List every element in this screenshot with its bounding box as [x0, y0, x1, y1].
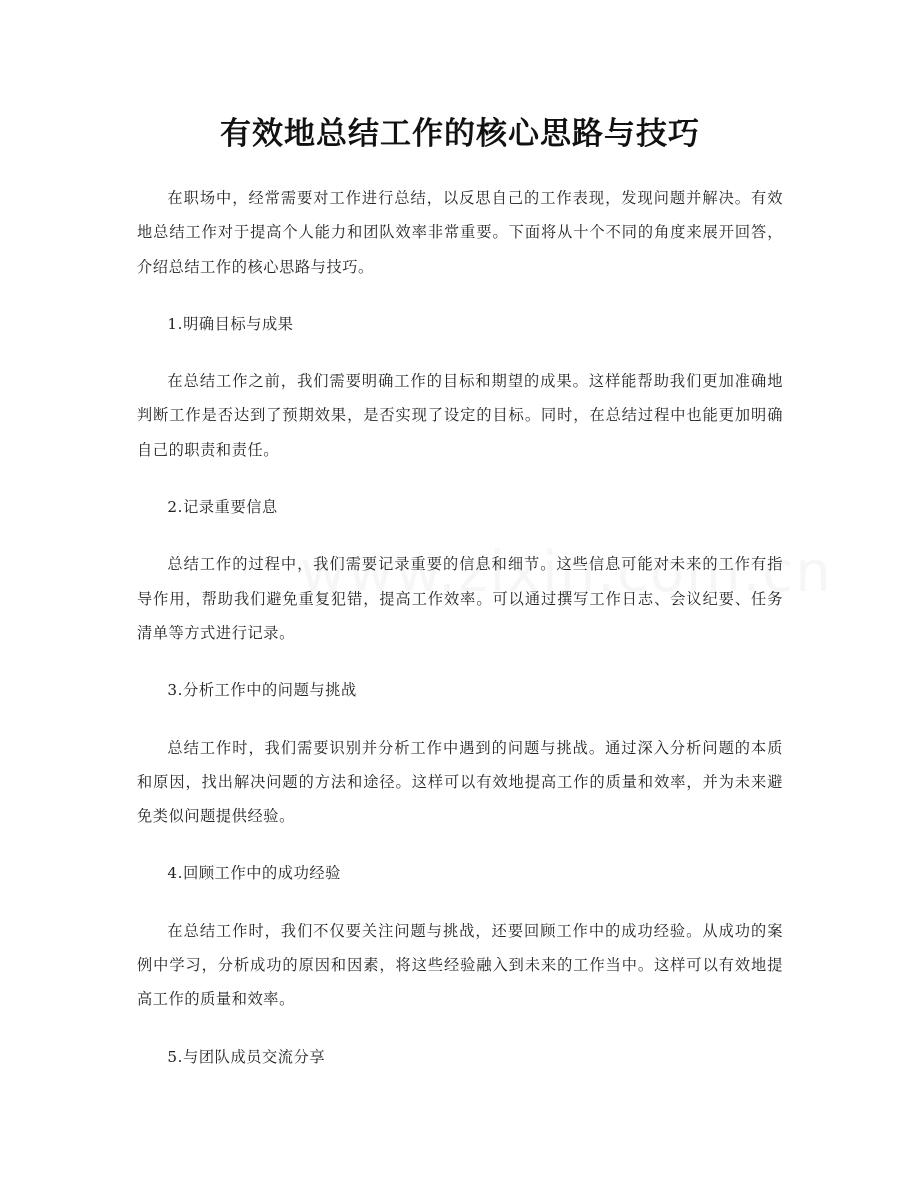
section-paragraph: 总结工作的过程中，我们需要记录重要的信息和细节。这些信息可能对未来的工作有指导作用，帮助我们避免重复犯错，提高工作效率。可以通过撰写工作日志、会议纪要、任务清单等方式进行记录。 — [137, 555, 783, 642]
document-body — [137, 181, 783, 1074]
section-heading: 3.分析工作中的问题与挑战 — [167, 681, 357, 700]
intro-paragraph: 在职场中，经常需要对工作进行总结，以反思自己的工作表现，发现问题并解决。有效地总结工作对于提高个人能力和团队效率非常重要。下面将从十个不同的角度来展开回答，介绍总结工作的核心思路与技巧。 — [137, 189, 783, 276]
section-paragraph: 在总结工作时，我们不仅要关注问题与挑战，还要回顾工作中的成功经验。从成功的案例中学习，分析成功的原因和因素，将这些经验融入到未来的工作当中。这样可以有效地提高工作的质量和效率。 — [137, 921, 783, 1009]
section-paragraph: 在总结工作之前，我们需要明确工作的目标和期望的成果。这样能帮助我们更加准确地判断工作是否达到了预期效果，是否实现了设定的目标。同时，在总结过程中也能更加明确自己的职责和责任。 — [137, 372, 783, 459]
document-title: 有效地总结工作的核心思路与技巧 — [220, 116, 700, 152]
section-heading: 4.回顾工作中的成功经验 — [167, 864, 341, 883]
section-heading: 5.与团队成员交流分享 — [167, 1047, 326, 1066]
section-heading: 1.明确目标与成果 — [167, 314, 294, 333]
section-paragraph: 总结工作时，我们需要识别并分析工作中遇到的问题与挑战。通过深入分析问题的本质和原因，找出解决问题的方法和途径。这样可以有效地提高工作的质量和效率，并为未来避免类似问题提供经验。 — [137, 738, 783, 826]
section-heading: 2.记录重要信息 — [167, 498, 278, 517]
